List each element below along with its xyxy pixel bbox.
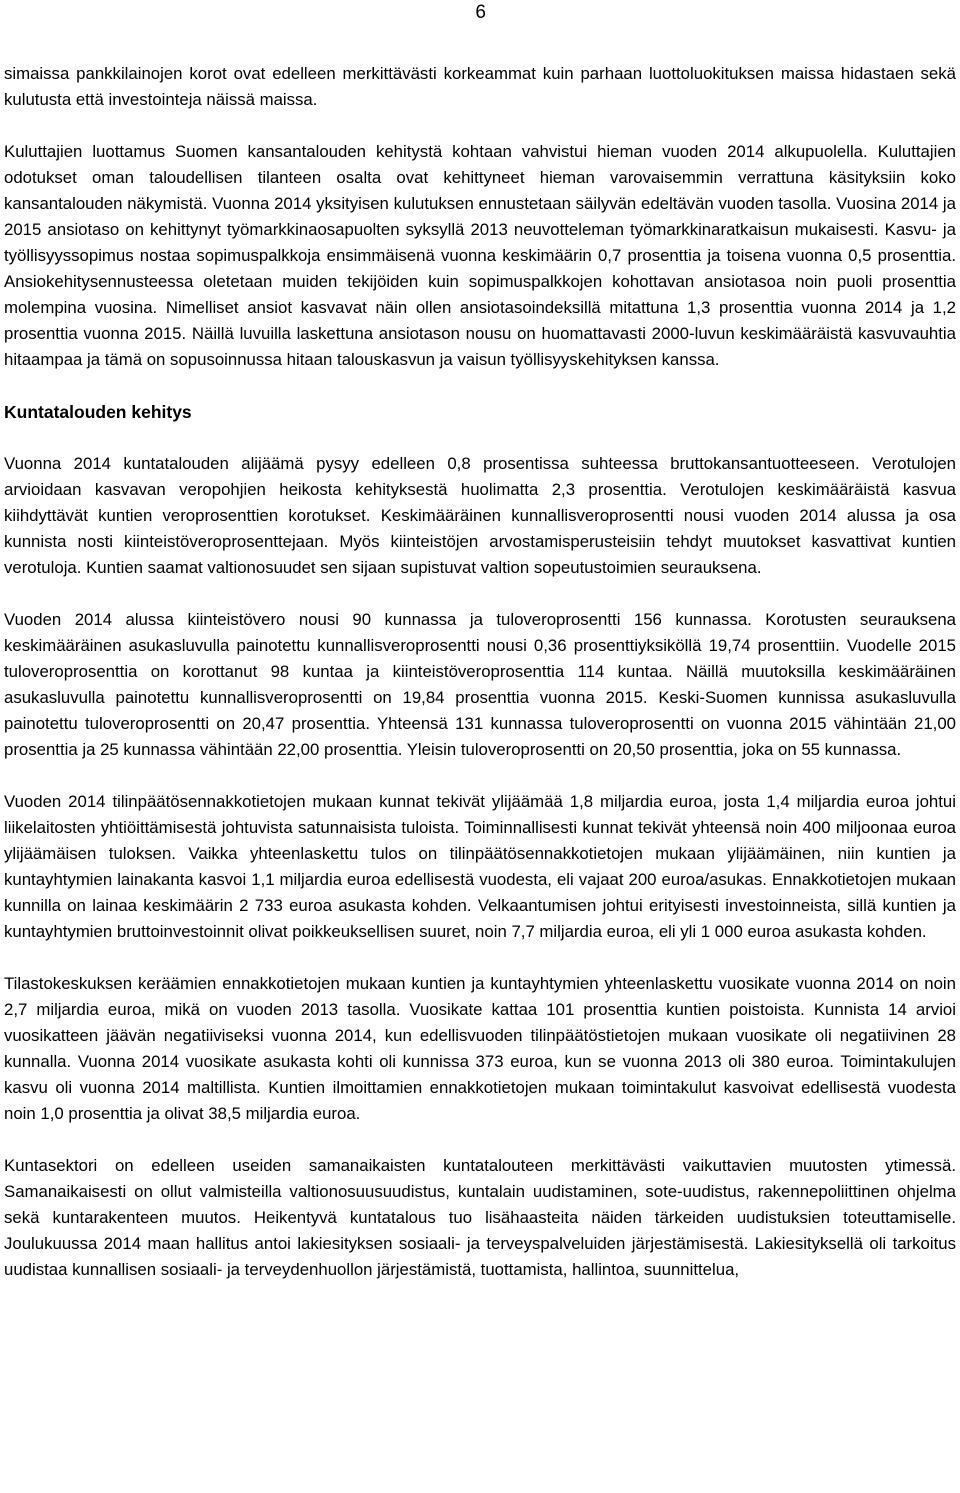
paragraph-gap bbox=[4, 1127, 956, 1153]
paragraph-consumer-confidence: Kuluttajien luottamus Suomen kansantalouden kehitystä kohtaan vahvistui hieman vuoden 2014 alkupuolella. Kuluttajien odotukset oman taloudellisen tilanteen osalta ovat kehittyneet hieman varovaisemmin verrattuna käsityksiin koko kansantalouden näkymistä. Vuonna 2014 yksityisen kulutuksen ennustetaan säilyvän edeltävän vuoden tasolla. Vuosina 2014 ja 2015 ansiotaso on kehittynyt työmarkkinaosapuolten syksyllä 2013 neuvotteleman työmarkkinaratkaisun mukaisesti. Kasvu- ja työllisyyssopimus nostaa sopimuspalkkoja ensimmäisenä vuonna keskimäärin 0,7 prosenttia ja toisena vuonna 0,5 prosenttia. Ansiokehitysennusteessa oletetaan muiden tekijöiden kuin sopimuspalkkojen kohottavan ansiotasoa noin puoli prosenttia molempina vuosina. Nimelliset ansiot kasvavat näin ollen ansiotasoindeksillä mitattuna 1,3 prosenttia vuonna 2014 ja 1,2 prosenttia vuonna 2015. Näillä luvuilla laskettuna ansiotason nousu on huomattavasti 2000-luvun keskimääräistä kasvuvauhtia hitaampaa ja tämä on sopusoinnussa hitaan talouskasvun ja vaisun työllisyyskehityksen kanssa. bbox=[4, 142, 956, 369]
paragraph-gap bbox=[4, 113, 956, 139]
paragraph-tax-rates: Vuoden 2014 alussa kiinteistövero nousi 90 kunnassa ja tuloveroprosentti 156 kunnassa. Korotusten seurauksena keskimääräinen asukasluvulla painotettu kunnallisveroprosentti nousi 0,36 prosenttiyksiköllä 19,74 prosenttiin. Vuodelle 2015 tuloveroprosenttia on korottanut 98 kuntaa ja kiinteistöveroprosenttia 114 kuntaa. Näillä muutoksilla keskimääräinen asukasluvulla painotettu kunnallisveroprosentti on 19,84 prosenttia vuonna 2015. Keski-Suomen kunnissa asukasluvulla painotettu tuloveroprosentti on 20,47 prosenttia. Yhteensä 131 kunnassa tuloveroprosentti on vuonna 2015 vähintään 21,00 prosenttia ja 25 kunnassa vähintään 22,00 prosenttia. Yleisin tuloveroprosentti on 20,50 prosenttia, joka on 55 kunnassa. bbox=[4, 610, 956, 759]
paragraph-municipal-deficit: Vuonna 2014 kuntatalouden alijäämä pysyy edelleen 0,8 prosentissa suhteessa bruttokansantuotteeseen. Verotulojen arvioidaan kasvavan veropohjien heikosta kehityksestä huolimatta 2,3 prosenttia. Verotulojen keskimääräistä kasvua kiihdyttävät kuntien veroprosenttien korotukset. Keskimääräinen kunnallisveroprosentti nousi vuoden 2014 alussa ja osa kunnista nosti kiinteistöveroprosenttejaan. Myös kiinteistöjen arvostamisperusteisiin tehdyt muutokset kasvattivat kuntien verotuloja. Kuntien saamat valtionosuudet sen sijaan supistuvat valtion sopeutustoimien seurauksena. bbox=[4, 454, 956, 577]
paragraph-reforms: Kuntasektori on edelleen useiden samanaikaisten kuntatalouteen merkittävästi vaikuttavien muutosten ytimessä. Samanaikaisesti on ollut valmisteilla valtionosuusuudistus, kuntalain uudistaminen, sote-uudistus, rakennepoliittinen ohjelma sekä kuntarakenteen muutos. Heikentyvä kuntatalous tuo lisähaasteita näiden tärkeiden uudistuksien toteuttamiselle. Joulukuussa 2014 maan hallitus antoi lakiesityksen sosiaali- ja terveyspalveluiden järjestämisestä. Lakiesityksellä oli tarkoitus uudistaa kunnallisen sosiaali- ja terveydenhuollon järjestämistä, tuottamista, hallintoa, suunnittelua, bbox=[4, 1156, 956, 1279]
paragraph-annual-margin: Tilastokeskuksen keräämien ennakkotietojen mukaan kuntien ja kuntayhtymien yhteenlaskettu vuosikate vuonna 2014 on noin 2,7 miljardia euroa, mikä on vuoden 2013 tasolla. Vuosikate kattaa 101 prosenttia kuntien poistoista. Kunnista 14 arvioi vuosikatteen jäävän negatiiviseksi vuonna 2014, kun edellisvuoden tilinpäätöstietojen mukaan vuosikate oli negatiivinen 28 kunnalla. Vuonna 2014 vuosikate asukasta kohti oli kunnissa 373 euroa, kun se vuonna 2013 oli 380 euroa. Toimintakulujen kasvu oli vuonna 2014 maltillista. Kuntien ilmoittamien ennakkotietojen mukaan toimintakulut kasvoivat edellisestä vuodesta noin 1,0 prosenttia ja olivat 38,5 miljardia euroa. bbox=[4, 974, 956, 1123]
paragraph-financial-statements: Vuoden 2014 tilinpäätösennakkotietojen mukaan kunnat tekivät ylijäämää 1,8 miljardia euroa, josta 1,4 miljardia euroa johtui liikelaitosten yhtiöittämisestä johtuvista satunnaisista tuloista. Toiminnallisesti kunnat tekivät yhteensä noin 400 miljoonaa euroa ylijäämäisen tuloksen. Vaikka yhteenlaskettu tulos on tilinpäätösennakkotietojen mukaan ylijäämäinen, niin kuntien ja kuntayhtymien lainakanta kasvoi 1,1 miljardia euroa edellisestä vuodesta, eli vajaat 200 euroa/asukas. Ennakkotietojen mukaan kunnilla on lainaa keskimäärin 2 733 euroa asukasta kohden. Velkaantumisen johtui erityisesti investoinneista, sillä kuntien ja kuntayhtymien bruttoinvestoinnit olivat poikkeuksellisen suuret, noin 7,7 miljardia euroa, eli yli 1 000 euroa asukasta kohden. bbox=[4, 792, 956, 941]
paragraph-gap bbox=[4, 581, 956, 607]
section-heading: Kuntatalouden kehitys bbox=[4, 402, 192, 422]
paragraph-gap bbox=[4, 763, 956, 789]
paragraph-gap bbox=[4, 373, 956, 399]
page-number: 6 bbox=[475, 2, 486, 23]
paragraph-gap bbox=[4, 425, 956, 451]
paragraph-gap bbox=[4, 945, 956, 971]
paragraph-intro-continuation: simaissa pankkilainojen korot ovat edelleen merkittävästi korkeammat kuin parhaan luottoluokituksen maissa hidastaen sekä kulutusta että investointeja näissä maissa. bbox=[4, 64, 956, 109]
document-body bbox=[4, 61, 956, 1283]
